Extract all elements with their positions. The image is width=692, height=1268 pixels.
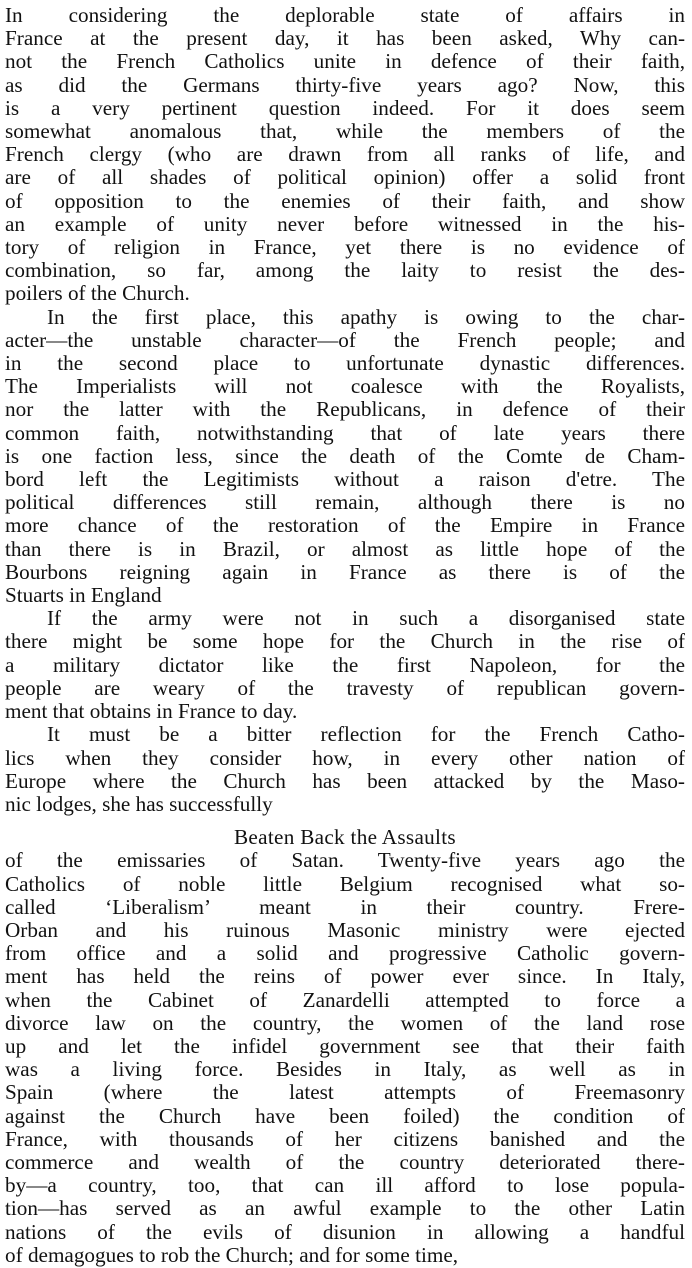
text-line: than there is in Brazil, or almost as little hope of the <box>5 537 685 561</box>
paragraph-4 <box>5 723 685 816</box>
text-line: of opposition to the enemies of their faith, and show <box>5 189 685 213</box>
text-line: Europe where the Church has been attacked by the Maso- <box>5 769 685 793</box>
text-line: nor the latter with the Republicans, in defence of their <box>5 398 685 422</box>
text-line: tory of religion in France, yet there is no evidence of <box>5 236 685 260</box>
text-line: an example of unity never before witnessed in the his- <box>5 212 685 236</box>
text-line: acter—the unstable character—of the French people; and <box>5 328 685 352</box>
text-line: French clergy (who are drawn from all ranks of life, and <box>5 143 685 167</box>
paragraph-2 <box>5 306 685 608</box>
text-line: nations of the evils of disunion in allowing a handful <box>5 1220 685 1244</box>
text-line: of demagogues to rob the Church; and for some time, <box>5 1243 459 1267</box>
text-line: when the Cabinet of Zanardelli attempted to force a <box>5 988 685 1012</box>
text-line: France, with thousands of her citizens banished and the <box>5 1127 685 1151</box>
text-line: by—a country, too, that can ill afford to lose popula- <box>5 1174 685 1198</box>
text-line: in the second place to unfortunate dynastic differences. <box>5 352 685 376</box>
text-line: is a very pertinent question indeed. For it does seem <box>5 96 685 120</box>
text-line: there might be some hope for the Church in the rise of <box>5 630 685 654</box>
text-line: are of all shades of political opinion) offer a solid front <box>5 166 685 190</box>
text-line: Bourbons reigning again in France as there is of the <box>5 560 685 584</box>
text-line: Orban and his ruinous Masonic ministry were ejected <box>5 918 685 942</box>
text-line: people are weary of the travesty of republican govern- <box>5 676 685 700</box>
text-line: of the emissaries of Satan. Twenty-five years ago the <box>5 849 685 873</box>
paragraph-continuation <box>5 849 685 1267</box>
subheading: Beaten Back the Assaults <box>234 825 456 850</box>
text-line: a military dictator like the first Napoleon, for the <box>5 653 685 677</box>
text-line: lics when they consider how, in every other nation of <box>5 746 685 770</box>
text-line: divorce law on the country, the women of the land rose <box>5 1011 685 1035</box>
text-line: combination, so far, among the laity to resist the des- <box>5 259 685 283</box>
text-line: tion—has served as an awful example to the other Latin <box>5 1197 685 1221</box>
text-line: Catholics of noble little Belgium recognised what so- <box>5 872 685 896</box>
paragraph-1 <box>5 4 685 306</box>
text-line: In considering the deplorable state of affairs in <box>5 4 685 27</box>
paragraph-3 <box>5 607 685 723</box>
text-line: In the first place, this apathy is owing to the char- <box>47 305 685 329</box>
text-line: up and let the infidel government see that their faith <box>5 1034 685 1058</box>
text-line: called ‘Liberalism’ meant in their country. Frere- <box>5 895 685 919</box>
text-line: Spain (where the latest attempts of Freemasonry <box>5 1081 685 1105</box>
text-line: more chance of the restoration of the Empire in France <box>5 514 685 538</box>
text-line: poilers of the Church. <box>5 282 190 306</box>
text-line: Stuarts in England <box>5 584 162 608</box>
text-line: somewhat anomalous that, while the members of the <box>5 120 685 144</box>
text-line: ment that obtains in France to day. <box>5 700 298 724</box>
text-line: commerce and wealth of the country deteriorated there- <box>5 1150 685 1174</box>
text-line: as did the Germans thirty-five years ago? Now, this <box>5 73 685 97</box>
text-line: The Imperialists will not coalesce with the Royalists, <box>5 375 685 399</box>
text-line: political differences still remain, although there is no <box>5 491 685 515</box>
text-line: nic lodges, she has successfully <box>5 792 273 816</box>
text-line: against the Church have been foiled) the condition of <box>5 1104 685 1128</box>
text-line: is one faction less, since the death of the Comte de Cham- <box>5 444 685 468</box>
text-line: common faith, notwithstanding that of late years there <box>5 421 685 445</box>
text-line: not the French Catholics unite in defence of their faith, <box>5 50 685 74</box>
text-line: from office and a solid and progressive Catholic govern- <box>5 942 685 966</box>
text-line: bord left the Legitimists without a raison d'etre. The <box>5 468 685 492</box>
text-line: France at the present day, it has been asked, Why can- <box>5 27 685 51</box>
text-line: It must be a bitter reflection for the French Catho- <box>47 723 685 747</box>
text-line: ment has held the reins of power ever since. In Italy, <box>5 965 685 989</box>
text-line: If the army were not in such a disorganised state <box>47 607 685 631</box>
text-line: was a living force. Besides in Italy, as well as in <box>5 1058 685 1082</box>
